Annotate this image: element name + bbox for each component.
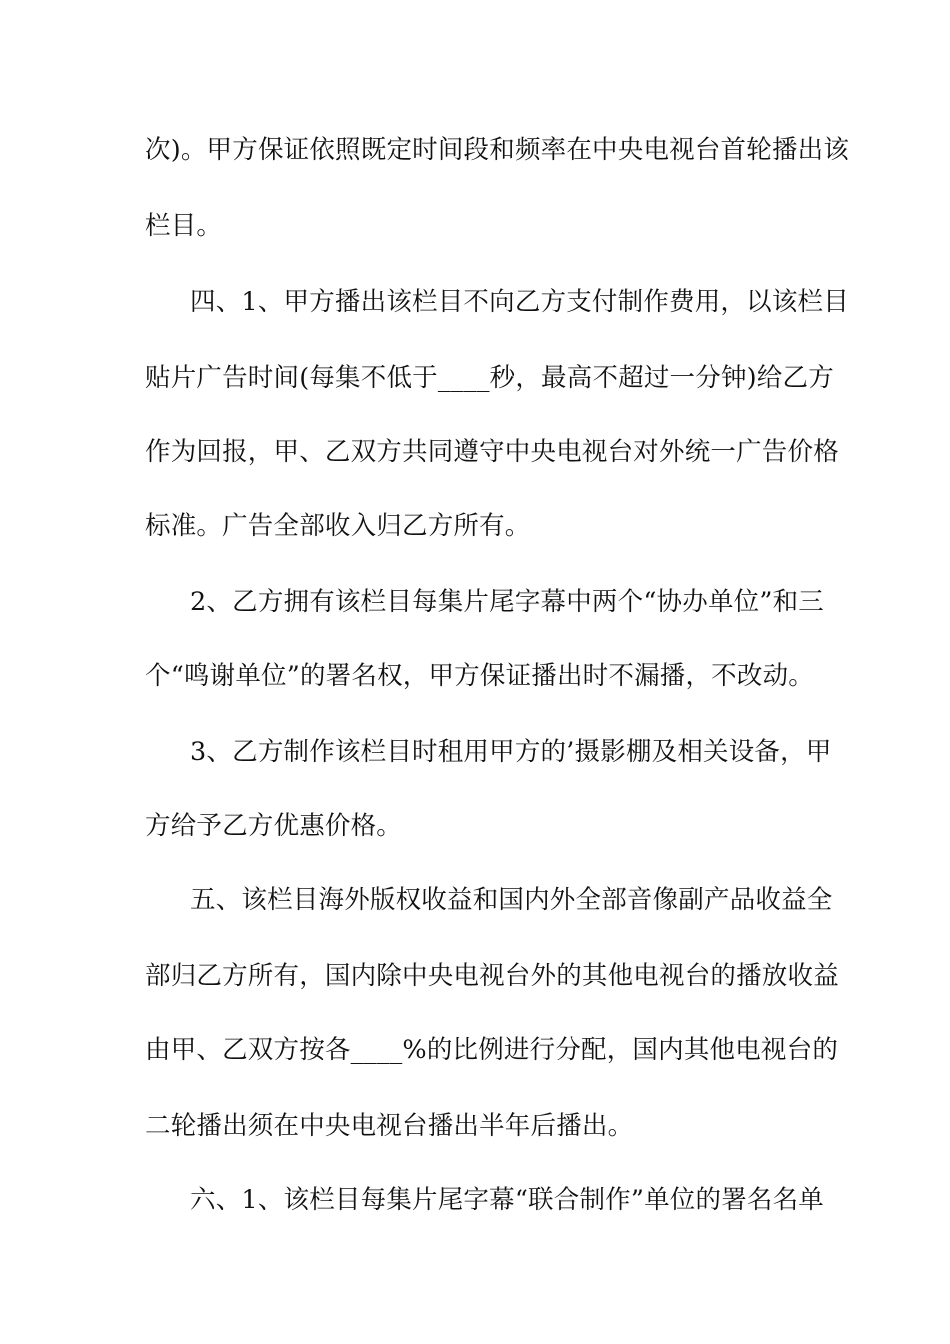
text-line: 次)。甲方保证依照既定时间段和频率在中央电视台首轮播出该 <box>145 135 850 165</box>
text-line: 个“鸣谢单位”的署名权，甲方保证播出时不漏播，不改动。 <box>145 661 814 691</box>
text-line: 由甲、乙双方按各____%的比例进行分配，国内其他电视台的 <box>145 1035 839 1065</box>
paragraph-4-2-start: 2、乙方拥有该栏目每集片尾字幕中两个“协办单位”和三 <box>190 587 824 617</box>
text-line: 部归乙方所有，国内除中央电视台外的其他电视台的播放收益 <box>145 961 839 991</box>
paragraph-4-3-start: 3、乙方制作该栏目时租用甲方的’摄影棚及相关设备，甲 <box>190 737 832 767</box>
text-line: 栏目。 <box>145 211 223 241</box>
paragraph-4-start: 四、1、甲方播出该栏目不向乙方支付制作费用，以该栏目 <box>190 287 849 317</box>
text-line: 标准。广告全部收入归乙方所有。 <box>145 511 531 541</box>
text-line: 二轮播出须在中央电视台播出半年后播出。 <box>145 1111 634 1141</box>
text-line: 作为回报，甲、乙双方共同遵守中央电视台对外统一广告价格 <box>145 437 839 467</box>
text-line: 方给予乙方优惠价格。 <box>145 811 403 841</box>
paragraph-5-start: 五、该栏目海外版权收益和国内外全部音像副产品收益全 <box>190 885 833 915</box>
text-line: 贴片广告时间(每集不低于____秒，最高不超过一分钟)给乙方 <box>145 363 834 393</box>
paragraph-6-start: 六、1、该栏目每集片尾字幕“联合制作”单位的署名名单 <box>190 1185 824 1215</box>
